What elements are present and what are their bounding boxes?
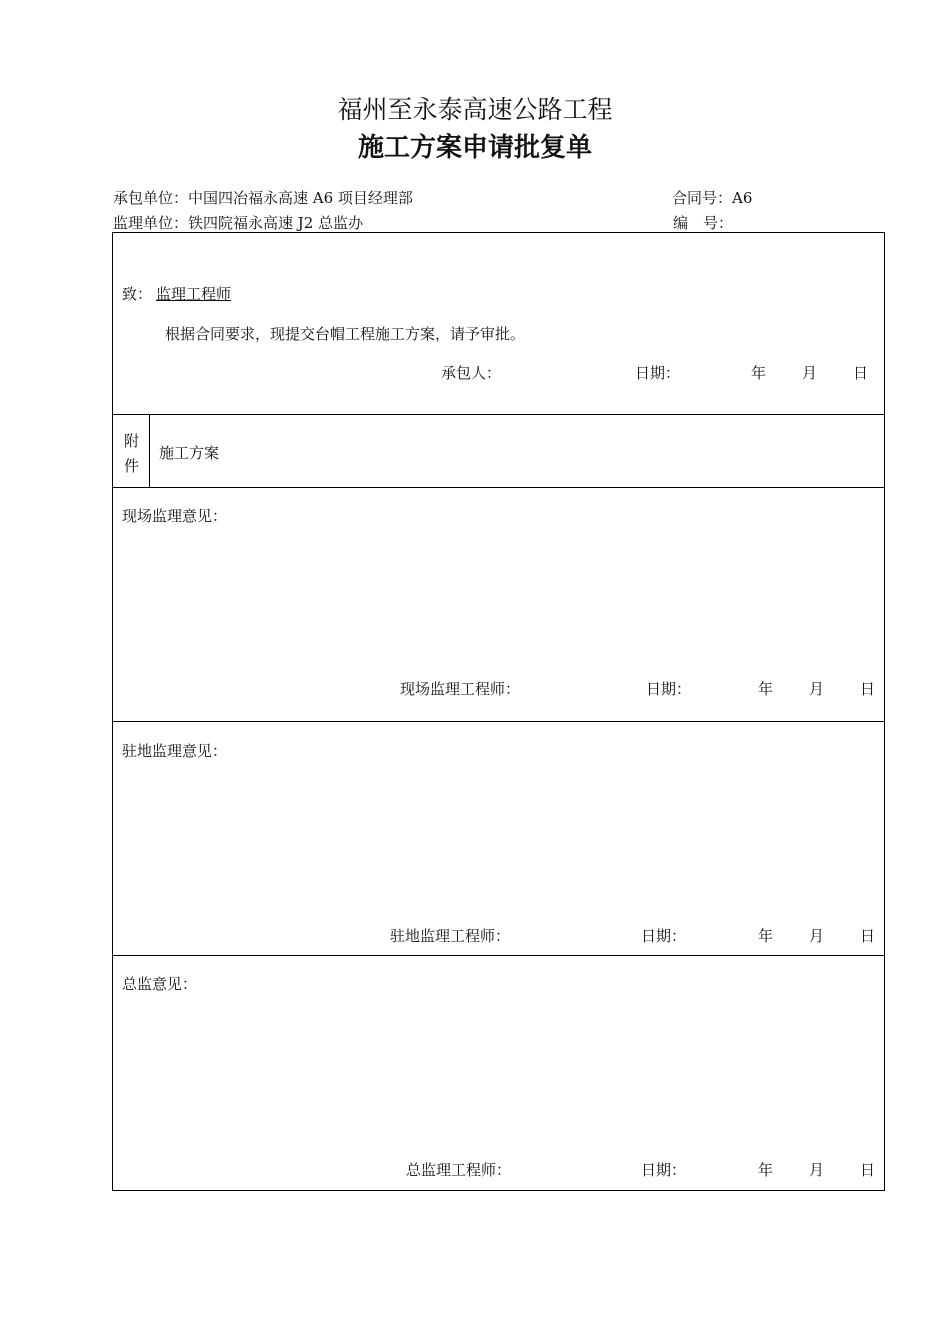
divider-line bbox=[113, 721, 884, 722]
site-opinion-heading: 现场监理意见： bbox=[122, 507, 228, 525]
site-month-label: 月 bbox=[809, 680, 825, 698]
attachment-label-2: 件 bbox=[124, 457, 140, 475]
request-date-label: 日期： bbox=[635, 364, 681, 382]
chief-date-label: 日期： bbox=[641, 1161, 687, 1179]
request-month-label: 月 bbox=[802, 364, 818, 382]
resident-year-label: 年 bbox=[758, 927, 774, 945]
attachment-content: 施工方案 bbox=[159, 444, 220, 462]
supervision-unit: 监理单位：铁四院福永高速 J2 总监办 bbox=[113, 214, 364, 232]
divider-line bbox=[113, 487, 884, 488]
contractor-signer-label: 承包人： bbox=[441, 364, 502, 382]
chief-signer-label: 总监理工程师： bbox=[406, 1161, 512, 1179]
site-day-label: 日 bbox=[860, 680, 876, 698]
resident-opinion-heading: 驻地监理意见： bbox=[122, 742, 228, 760]
resident-signer-label: 驻地监理工程师： bbox=[390, 927, 511, 945]
divider-line bbox=[113, 955, 884, 956]
site-date-label: 日期： bbox=[646, 680, 692, 698]
addressee-name: 监理工程师 bbox=[156, 285, 232, 303]
request-day-label: 日 bbox=[853, 364, 869, 382]
chief-year-label: 年 bbox=[758, 1161, 774, 1179]
attachment-divider bbox=[149, 414, 150, 487]
addressee-prefix: 致： bbox=[122, 285, 153, 303]
contract-number: 合同号：A6 bbox=[672, 189, 753, 207]
document-subtitle: 施工方案申请批复单 bbox=[357, 133, 592, 163]
resident-month-label: 月 bbox=[809, 927, 825, 945]
site-year-label: 年 bbox=[758, 680, 774, 698]
chief-day-label: 日 bbox=[860, 1161, 876, 1179]
request-year-label: 年 bbox=[751, 364, 767, 382]
chief-month-label: 月 bbox=[809, 1161, 825, 1179]
attachment-label-1: 附 bbox=[124, 432, 140, 450]
resident-day-label: 日 bbox=[860, 927, 876, 945]
resident-date-label: 日期： bbox=[641, 927, 687, 945]
divider-line bbox=[113, 414, 884, 415]
serial-number: 编 号： bbox=[673, 214, 734, 232]
document-title: 福州至永泰高速公路工程 bbox=[337, 95, 613, 124]
contractor-unit: 承包单位：中国四冶福永高速 A6 项目经理部 bbox=[113, 189, 413, 207]
request-body: 根据合同要求，现提交台帽工程施工方案，请予审批。 bbox=[165, 325, 526, 343]
chief-opinion-heading: 总监意见： bbox=[122, 975, 198, 993]
form-table bbox=[112, 232, 885, 1191]
site-signer-label: 现场监理工程师： bbox=[400, 680, 521, 698]
